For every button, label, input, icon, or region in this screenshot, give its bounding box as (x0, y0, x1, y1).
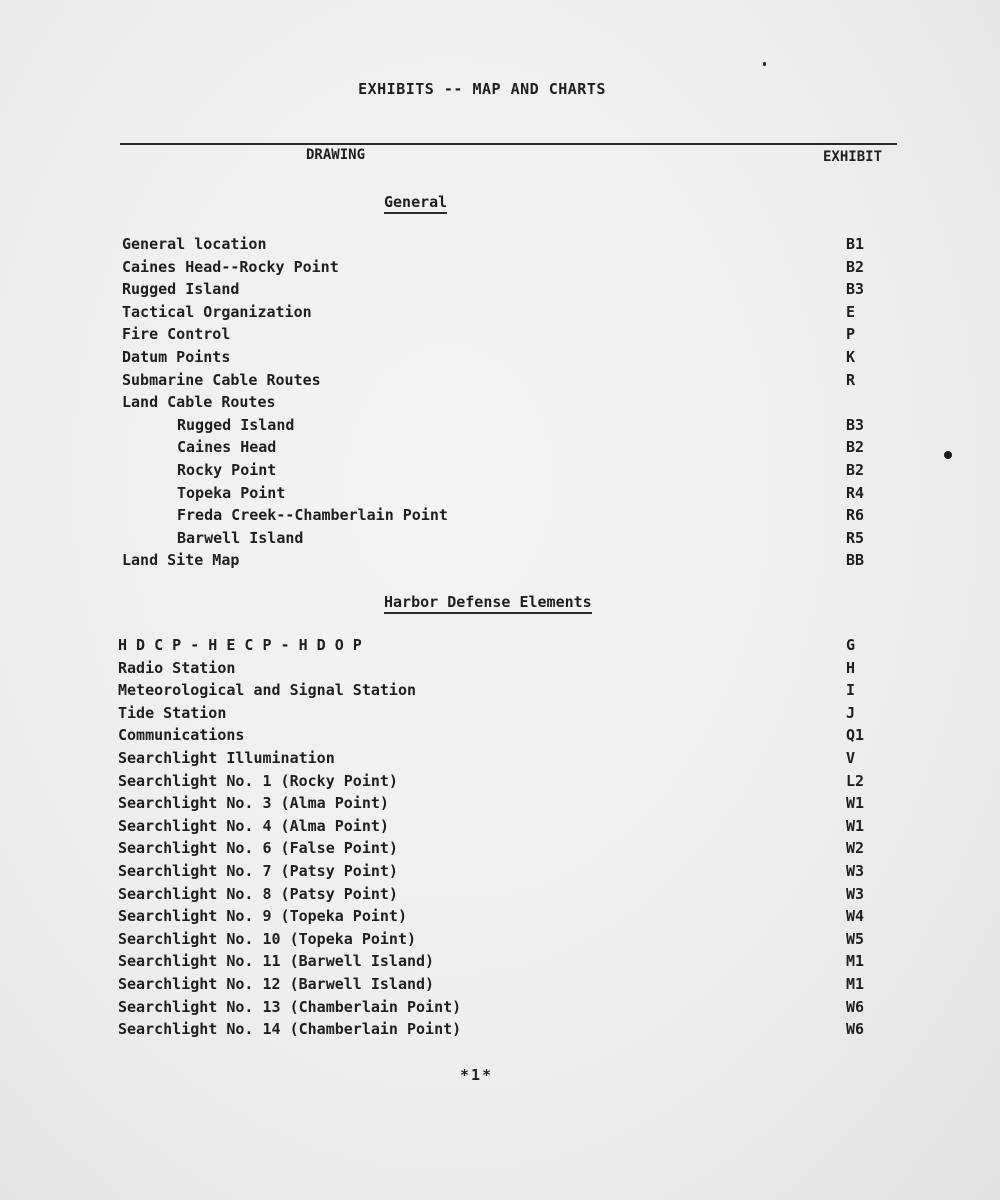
table-row (0, 233, 1000, 256)
ink-speck (763, 62, 766, 66)
table-row (0, 679, 1000, 702)
table-row (0, 837, 1000, 860)
drawing-cell: Searchlight No. 12 (Barwell Island) (118, 974, 435, 993)
table-row (0, 973, 1000, 996)
section-heading-general: General (384, 193, 447, 214)
drawing-cell: Searchlight Illumination (118, 748, 335, 767)
drawing-cell: Communications (118, 726, 245, 745)
table-row (0, 527, 1000, 550)
exhibit-cell: W1 (846, 794, 865, 813)
table-row (0, 482, 1000, 505)
exhibit-cell: V (846, 748, 856, 767)
exhibit-cell: W3 (846, 861, 865, 880)
header-rule (120, 143, 897, 145)
drawing-cell: Datum Points (122, 347, 231, 366)
table-row (0, 1018, 1000, 1041)
column-header-drawing: DRAWING (306, 147, 366, 163)
table-row (0, 724, 1000, 747)
drawing-cell: Searchlight No. 11 (Barwell Island) (118, 952, 435, 971)
exhibit-cell: R6 (846, 506, 865, 525)
section-heading-harbor-defense: Harbor Defense Elements (384, 593, 592, 614)
exhibit-cell: G (846, 636, 856, 654)
drawing-cell: Topeka Point (177, 483, 286, 502)
exhibit-cell: W5 (846, 929, 865, 948)
table-row (0, 391, 1000, 414)
drawing-cell: Searchlight No. 9 (Topeka Point) (118, 907, 407, 926)
exhibit-cell: W6 (846, 997, 865, 1016)
drawing-cell: Submarine Cable Routes (122, 370, 321, 389)
table-row (0, 747, 1000, 770)
table-row (0, 369, 1000, 392)
drawing-cell: Land Site Map (122, 551, 240, 570)
drawing-cell: Searchlight No. 10 (Topeka Point) (118, 929, 417, 948)
table-row (0, 549, 1000, 572)
exhibit-cell: M1 (846, 974, 865, 993)
table-row (0, 928, 1000, 951)
ink-spot (944, 451, 952, 459)
drawing-cell: Meteorological and Signal Station (118, 681, 417, 700)
drawing-cell: Land Cable Routes (122, 393, 276, 412)
drawing-cell: Freda Creek--Chamberlain Point (177, 506, 448, 525)
table-row (0, 346, 1000, 369)
drawing-cell: Tide Station (118, 703, 227, 722)
table-row (0, 278, 1000, 301)
drawing-cell: Caines Head (177, 438, 277, 457)
drawing-cell: Caines Head--Rocky Point (122, 257, 339, 276)
exhibit-cell: K (846, 347, 856, 366)
exhibit-cell: BB (846, 551, 865, 570)
page-number: *1* (460, 1066, 494, 1084)
exhibit-cell: J (846, 703, 856, 722)
table-row (0, 634, 1000, 657)
exhibit-cell: R5 (846, 528, 865, 547)
drawing-cell: Searchlight No. 8 (Patsy Point) (118, 884, 398, 903)
table-row (0, 256, 1000, 279)
harbor-defense-table (0, 634, 1000, 1041)
table-row (0, 436, 1000, 459)
drawing-cell: Fire Control (122, 325, 231, 344)
exhibit-cell: B2 (846, 257, 865, 276)
exhibit-cell: B2 (846, 460, 865, 479)
drawing-cell: Searchlight No. 3 (Alma Point) (118, 794, 389, 813)
exhibit-cell: R4 (846, 483, 865, 502)
drawing-cell: Rugged Island (177, 415, 295, 434)
exhibit-cell: P (846, 325, 856, 344)
exhibit-cell: W4 (846, 907, 865, 926)
drawing-cell: Rocky Point (177, 460, 277, 479)
page-title (0, 80, 1000, 98)
table-row (0, 459, 1000, 482)
drawing-cell: Searchlight No. 4 (Alma Point) (118, 816, 389, 835)
exhibit-cell: W6 (846, 1020, 865, 1039)
drawing-cell: Barwell Island (177, 528, 304, 547)
page-title-text: EXHIBITS -- MAP AND CHARTS (358, 80, 606, 98)
table-row (0, 950, 1000, 973)
table-row (0, 792, 1000, 815)
drawing-cell: Searchlight No. 6 (False Point) (118, 839, 398, 858)
exhibit-cell: B3 (846, 415, 865, 434)
drawing-cell: Searchlight No. 1 (Rocky Point) (118, 771, 398, 790)
drawing-cell: Tactical Organization (122, 302, 312, 321)
table-row (0, 815, 1000, 838)
table-row (0, 323, 1000, 346)
table-row (0, 414, 1000, 437)
exhibit-cell: B1 (846, 235, 865, 253)
exhibit-cell: W2 (846, 839, 865, 858)
exhibit-cell: L2 (846, 771, 865, 790)
column-header-exhibit: EXHIBIT (823, 149, 883, 165)
drawing-cell: Rugged Island (122, 280, 240, 299)
drawing-cell: General location (122, 235, 267, 253)
table-row (0, 770, 1000, 793)
table-row (0, 301, 1000, 324)
drawing-cell: Radio Station (118, 658, 236, 677)
table-row (0, 860, 1000, 883)
exhibit-cell: E (846, 302, 856, 321)
exhibit-cell: B3 (846, 280, 865, 299)
exhibit-cell: I (846, 681, 856, 700)
exhibit-cell: B2 (846, 438, 865, 457)
table-row (0, 504, 1000, 527)
table-row (0, 905, 1000, 928)
exhibit-cell: M1 (846, 952, 865, 971)
exhibit-cell: R (846, 370, 856, 389)
exhibit-cell: W1 (846, 816, 865, 835)
drawing-cell: H D C P - H E C P - H D O P (118, 636, 362, 654)
table-row (0, 657, 1000, 680)
exhibit-cell: W3 (846, 884, 865, 903)
drawing-cell: Searchlight No. 14 (Chamberlain Point) (118, 1020, 462, 1039)
general-table (0, 233, 1000, 572)
drawing-cell: Searchlight No. 7 (Patsy Point) (118, 861, 398, 880)
table-row (0, 883, 1000, 906)
drawing-cell: Searchlight No. 13 (Chamberlain Point) (118, 997, 462, 1016)
exhibit-cell: Q1 (846, 726, 865, 745)
table-row (0, 702, 1000, 725)
exhibit-cell: H (846, 658, 856, 677)
table-row (0, 996, 1000, 1019)
